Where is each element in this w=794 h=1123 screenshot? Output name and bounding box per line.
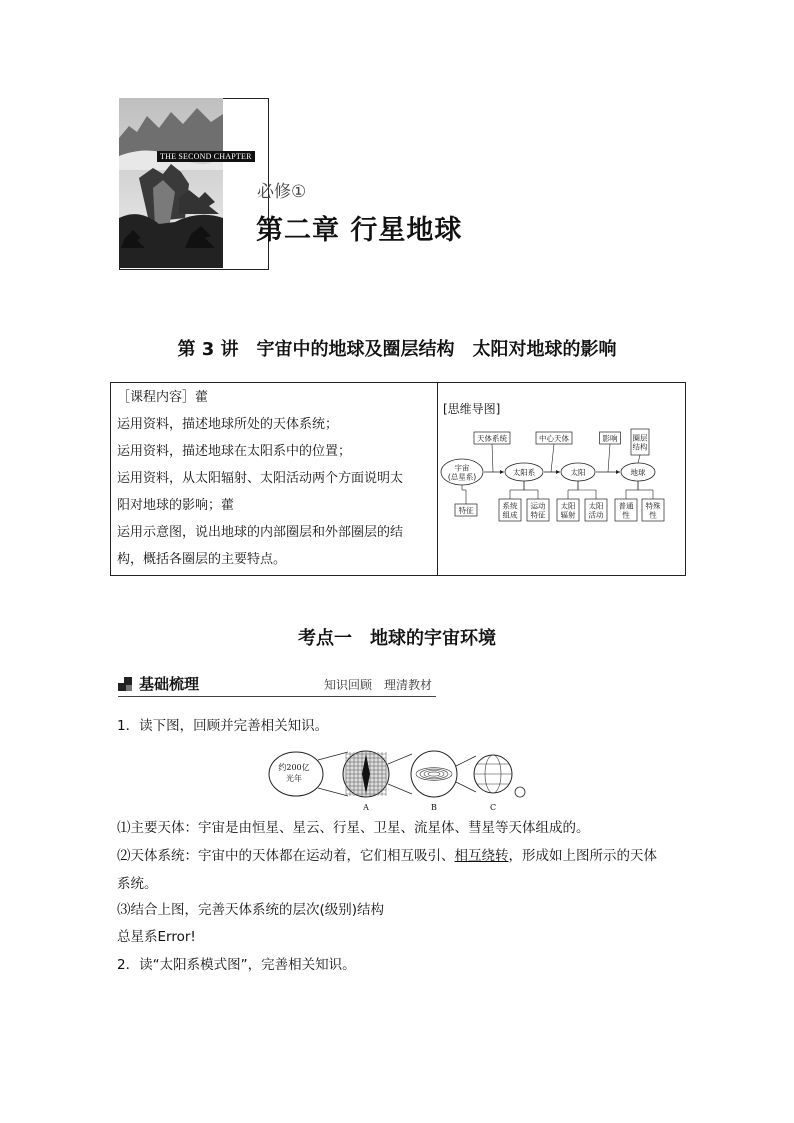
mind-map-connector <box>492 444 493 472</box>
course-label-mark: 藿 <box>195 390 209 405</box>
course-line: 构，概括各圈层的主要特点。 <box>117 552 287 567</box>
figure-connector <box>388 784 412 794</box>
module-label: 必修① <box>257 182 307 202</box>
figure-label: A <box>363 803 369 812</box>
celestial-system-figure <box>268 748 528 812</box>
mind-map-top-label: 中心天体 <box>539 434 569 443</box>
solar-system-circle-b <box>411 751 457 797</box>
mind-map-node-label: 地球 <box>630 468 646 477</box>
course-line: 阳对地球的影响；藿 <box>117 498 235 513</box>
mind-map-connector <box>608 444 610 472</box>
mind-map-bottom-label: 太阳活动 <box>588 501 604 520</box>
figure-label: C <box>489 803 497 812</box>
figure-connector <box>318 788 348 796</box>
mind-map-bottom-label: 特殊性 <box>645 501 661 520</box>
mind-map <box>440 420 682 530</box>
mind-map-top-label: 圈层结构 <box>632 433 648 452</box>
figure-connector <box>456 756 476 766</box>
lecture-title: 第 3 讲 宇宙中的地球及圈层结构 太阳对地球的影响 <box>177 339 617 360</box>
chapter-tag: THE SECOND CHAPTER <box>157 151 255 162</box>
figure-label: B <box>431 803 437 812</box>
mind-map-top-label: 影响 <box>602 434 618 443</box>
course-content <box>117 384 435 573</box>
section-title: 基础梳理 <box>139 675 200 693</box>
course-label: ［课程内容］ <box>117 390 196 405</box>
landscape-image <box>119 98 223 268</box>
course-line: 运用资料，描述地球所处的天体系统； <box>117 417 339 432</box>
table-divider <box>437 382 438 576</box>
paragraph-4: 总星系Error! <box>117 929 196 945</box>
section-rule <box>118 696 436 697</box>
course-line: 运用资料，从太阳辐射、太阳活动两个方面说明太 <box>117 471 404 486</box>
mind-map-connector <box>638 455 640 463</box>
mind-map-label: [思维导图] <box>443 402 501 416</box>
mind-map-node-label: 太阳 <box>570 468 586 477</box>
paragraph-2-text-end: ，形成如上图所示的天体 <box>508 848 657 864</box>
mind-map-arrowhead <box>556 470 560 474</box>
exam-point-title: 考点一 地球的宇宙环境 <box>298 628 496 649</box>
figure-connector <box>388 754 412 764</box>
moon-circle <box>515 787 525 797</box>
mind-map-bottom-label: 运动特征 <box>530 501 546 520</box>
course-line: 运用示意图，说出地球的内部圈层和外部圈层的结 <box>117 525 404 540</box>
course-line: 运用资料，描述地球在太阳系中的位置； <box>117 444 352 459</box>
paragraph-2-text: ⑵天体系统：宇宙中的天体都在运动着，它们相互吸引、 <box>117 848 455 864</box>
mind-map-bottom-label: 系统组成 <box>502 501 518 520</box>
mind-map-arrowhead <box>616 470 620 474</box>
mind-map-connector <box>551 444 554 472</box>
mind-map-top-label: 天体系统 <box>477 434 507 443</box>
mind-map-arrowhead <box>500 470 504 474</box>
answer-underline: 相互绕转 <box>454 848 509 864</box>
mind-map-bottom-label: 太阳辐射 <box>560 501 576 520</box>
universe-label: 约200亿光年 <box>278 763 310 783</box>
mind-map-node-label: 宇宙(总星系) <box>447 463 477 482</box>
paragraph-2 <box>117 846 657 866</box>
paragraph-1: ⑴主要天体：宇宙是由恒星、星云、行星、卫星、流星体、彗星等天体组成的。 <box>117 820 590 836</box>
chapter-title: 第二章 行星地球 <box>256 215 463 246</box>
question-2: 2．读“太阳系模式图”，完善相关知识。 <box>117 957 356 973</box>
question-1: 1．读下图，回顾并完善相关知识。 <box>117 718 329 734</box>
paragraph-3: ⑶结合上图，完善天体系统的层次(级别)结构 <box>117 902 385 918</box>
mind-map-node-label: 太阳系 <box>512 468 536 477</box>
mind-map-bottom-label: 特征 <box>458 506 474 515</box>
section-square-icon <box>118 676 132 690</box>
section-header <box>118 672 436 700</box>
paragraph-2-continued: 系统。 <box>117 876 158 892</box>
section-subtitle: 知识回顾 理清教材 <box>324 678 433 692</box>
figure-connector <box>318 752 348 760</box>
mind-map-bottom-label: 普通性 <box>618 501 634 520</box>
figure-connector <box>456 782 476 792</box>
